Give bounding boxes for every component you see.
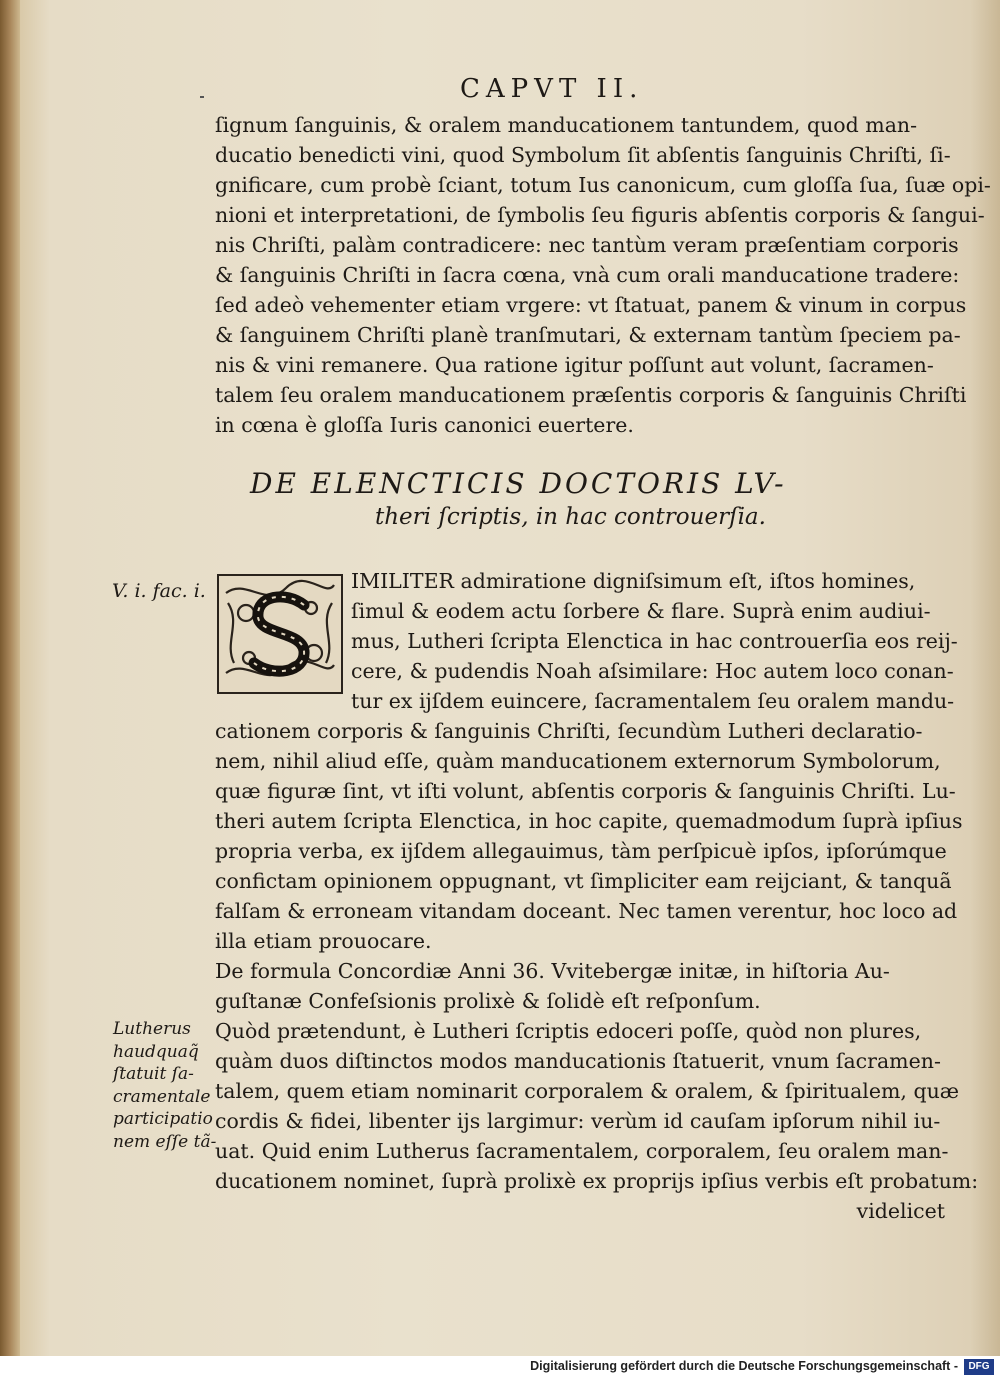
- text-line: cordis & fidei, libenter ijs largimur: verùm id cauſam ipſorum nihil iu-: [215, 1109, 941, 1133]
- text-line: confictam opinionem oppugnant, vt ſimpliciter eam reijciant, & tanquã: [215, 869, 952, 893]
- text-line: nis & vini remanere. Qua ratione igitur poſſunt aut volunt, ſacramen-: [215, 353, 934, 377]
- text-line: cationem corporis & ſanguinis Chriſti, ſecundùm Lutheri declaratio-: [215, 719, 923, 743]
- text-line: ducatio benedicti vini, quod Symbolum ſit abſentis ſanguinis Chriſti, ſi-: [215, 143, 951, 167]
- text-line: cere, & pudendis Noah aſsimilare: Hoc autem loco conan-: [351, 659, 954, 683]
- text-line: theri autem ſcripta Elenctica, in hoc capite, quemadmodum ſuprà ipſius: [215, 809, 963, 833]
- text-line: falſam & erroneam vitandam doceant. Nec tamen verentur, hoc loco ad: [215, 899, 958, 923]
- margin-note-line: Lutherus: [113, 1019, 191, 1039]
- text-line: & ſanguinem Chriſti planè tranſmutari, & externam tantùm ſpeciem pa-: [215, 323, 961, 347]
- text-line: uat. Quid enim Lutherus ſacramentalem, corporalem, ſeu oralem man-: [215, 1139, 949, 1163]
- text-line: in cœna è gloſſa Iuris canonici euertere.: [215, 413, 634, 437]
- text-line: ſignum ſanguinis, & oralem manducationem tantundem, quod man-: [215, 113, 918, 137]
- margin-note-line: cramentale: [113, 1086, 211, 1107]
- text-line: gnificare, cum probè ſciant, totum Ius canonicum, cum gloſſa ſua, ſuæ opi-: [215, 173, 991, 197]
- footer-credit: Digitalisierung gefördert durch die Deutsche Forschungsgemeinschaft -: [530, 1359, 958, 1373]
- margin-note-line: ſtatuit ſa-: [113, 1064, 194, 1084]
- text-line: ducationem nominet, ſuprà prolixè ex proprijs ipſius verbis eſt probatum:: [215, 1169, 979, 1193]
- body-text-block-1: [215, 110, 991, 440]
- text-line: guſtanæ Confeſsionis prolixè & ſolidè eſt reſponſum.: [215, 989, 761, 1013]
- text-line: nis Chriſti, palàm contradicere: nec tantùm veram præſentiam corporis: [215, 233, 959, 257]
- text-line: ſimul & eodem actu ſorbere & flare. Suprà enim audiui-: [351, 599, 931, 623]
- margin-note-line: nem eſſe tã-: [113, 1131, 217, 1152]
- book-spine: [0, 0, 20, 1356]
- section-heading-subline: theri ſcriptis, in hac controuerſia.: [375, 504, 766, 530]
- text-line: nem, nihil aliud eſſe, quàm manducationem externorum Symbolorum,: [215, 749, 941, 773]
- text-line: talem ſeu oralem manducationem præſentis corporis & ſanguinis Chriſti: [215, 383, 967, 407]
- text-line: Quòd prætendunt, è Lutheri ſcriptis edoceri poſſe, quòd non plures,: [215, 1019, 922, 1043]
- margin-note-line: participatio: [113, 1109, 213, 1129]
- text-line: IMILITER admiratione digniſsimum eſt, iſtos homines,: [351, 569, 916, 593]
- dfg-logo: DFG: [964, 1359, 994, 1375]
- running-head: CAPVT II.: [460, 74, 644, 104]
- text-line-catchword: videlicet: [856, 1199, 945, 1223]
- ink-mark: [200, 96, 204, 98]
- text-line: ſed adeò vehementer etiam vrgere: vt ſtatuat, panem & vinum in corpus: [215, 293, 967, 317]
- text-line: De formula Concordiæ Anni 36. Vvitebergæ initæ, in hiſtoria Au-: [215, 959, 890, 983]
- text-line: illa etiam prouocare.: [215, 929, 432, 953]
- margin-note-line: haudquaq̃: [113, 1041, 199, 1062]
- section-heading: DE ELENCTICIS DOCTORIS LV-: [250, 467, 787, 500]
- text-line: tur ex ijſdem euincere, ſacramentalem ſeu oralem mandu-: [351, 689, 955, 713]
- text-line: nioni et interpretationi, de ſymbolis ſeu figuris abſentis corporis & ſangui-: [215, 203, 985, 227]
- margin-note-lutherus: [113, 1018, 216, 1153]
- text-line: propria verba, ex ijſdem allegauimus, tàm perſpicuè ipſos, ipſorúmque: [215, 839, 947, 863]
- body-text-block-2: [215, 566, 979, 1226]
- text-line: & ſanguinis Chriſti in ſacra cœna, vnà cum orali manducatione tradere:: [215, 263, 960, 287]
- text-line: quæ figuræ ſint, vt iſti volunt, abſentis corporis & ſanguinis Chriſti. Lu-: [215, 779, 956, 803]
- text-line: talem, quem etiam nominarit corporalem & oralem, & ſpiritualem, quæ: [215, 1079, 960, 1103]
- margin-note-reference: V. i. fac. i.: [112, 580, 206, 602]
- digitization-footer: [0, 1356, 1000, 1379]
- text-line: quàm duos diſtinctos modos manducationis ſtatuerit, vnum ſacramen-: [215, 1049, 941, 1073]
- text-line: mus, Lutheri ſcripta Elenctica in hac controuerſia eos reij-: [351, 629, 958, 653]
